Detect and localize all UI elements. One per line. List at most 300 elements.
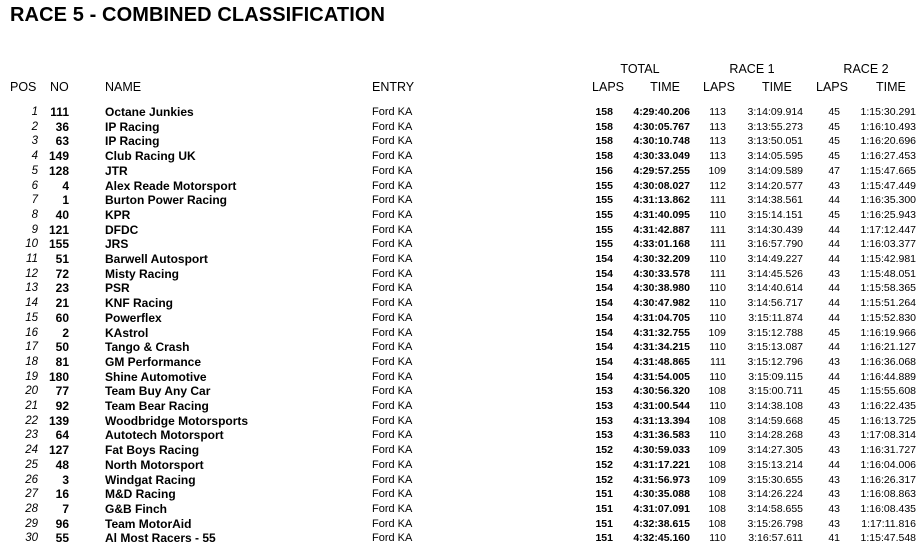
cell-entry: Ford KA xyxy=(372,488,413,501)
cell-pos: 7 xyxy=(31,194,38,207)
cell-race1-laps: 110 xyxy=(709,282,726,295)
header-race2-laps: LAPS xyxy=(816,80,848,94)
cell-race1-time: 3:14:28.268 xyxy=(747,429,803,442)
cell-race1-laps: 110 xyxy=(709,429,726,442)
cell-total-time: 4:30:08.027 xyxy=(633,179,690,192)
cell-race1-laps: 111 xyxy=(710,267,726,280)
cell-name: Tango & Crash xyxy=(105,340,190,355)
cell-race2-laps: 43 xyxy=(828,502,840,515)
header-entry: ENTRY xyxy=(372,80,415,94)
cell-no: 155 xyxy=(48,237,69,252)
cell-entry: Ford KA xyxy=(372,194,413,207)
cell-race1-laps: 108 xyxy=(708,414,726,427)
cell-total-laps: 158 xyxy=(595,135,613,148)
cell-name: M&D Racing xyxy=(105,487,176,502)
cell-race1-laps: 108 xyxy=(708,458,726,471)
cell-race1-laps: 110 xyxy=(709,297,726,310)
cell-total-time: 4:31:07.091 xyxy=(633,502,690,515)
table-row xyxy=(0,443,924,458)
cell-name: PSR xyxy=(105,281,130,296)
cell-no: 64 xyxy=(55,428,69,443)
cell-no: 81 xyxy=(55,354,69,369)
cell-race2-laps: 45 xyxy=(828,106,840,118)
cell-race2-time: 1:15:55.608 xyxy=(860,385,916,398)
cell-race2-laps: 43 xyxy=(828,179,840,192)
cell-pos: 6 xyxy=(31,179,38,192)
cell-no: 16 xyxy=(55,487,69,502)
cell-entry: Ford KA xyxy=(372,473,413,486)
cell-total-laps: 151 xyxy=(595,502,613,515)
cell-no: 96 xyxy=(55,516,69,531)
cell-total-laps: 154 xyxy=(595,326,613,339)
cell-race2-laps: 43 xyxy=(828,400,840,412)
cell-no: 23 xyxy=(55,281,69,296)
cell-total-laps: 153 xyxy=(595,385,613,398)
cell-pos: 12 xyxy=(25,267,38,280)
cell-total-laps: 153 xyxy=(595,400,613,412)
cell-race1-laps: 109 xyxy=(708,473,726,486)
cell-no: 149 xyxy=(48,149,69,164)
cell-race1-time: 3:14:45.526 xyxy=(747,267,803,280)
cell-race2-time: 1:16:22.435 xyxy=(860,400,916,412)
cell-race2-time: 1:16:20.696 xyxy=(860,135,916,148)
table-row xyxy=(0,487,924,502)
cell-total-laps: 154 xyxy=(595,355,613,368)
cell-total-time: 4:31:42.887 xyxy=(633,223,690,236)
table-row xyxy=(0,267,924,282)
cell-name: Alex Reade Motorsport xyxy=(105,178,237,193)
cell-name: Shine Automotive xyxy=(105,369,207,384)
header-race2: RACE 2 xyxy=(843,62,889,76)
cell-total-time: 4:30:56.320 xyxy=(633,385,690,398)
cell-race2-time: 1:16:26.317 xyxy=(860,473,916,486)
cell-pos: 23 xyxy=(25,429,38,442)
table-row xyxy=(0,340,924,355)
table-row xyxy=(0,399,924,414)
cell-pos: 24 xyxy=(25,444,38,457)
cell-race1-time: 3:14:30.439 xyxy=(747,223,803,236)
cell-total-time: 4:32:38.615 xyxy=(633,517,690,530)
cell-race2-laps: 45 xyxy=(828,385,840,398)
cell-race2-time: 1:16:04.006 xyxy=(860,458,916,471)
cell-no: 4 xyxy=(62,178,69,193)
cell-name: Windgat Racing xyxy=(105,472,196,487)
cell-pos: 13 xyxy=(25,282,38,295)
cell-name: North Motorsport xyxy=(105,457,204,472)
cell-race2-laps: 43 xyxy=(828,267,840,280)
cell-race1-laps: 112 xyxy=(709,179,726,192)
cell-race2-laps: 44 xyxy=(828,341,840,354)
table-row xyxy=(0,120,924,135)
cell-pos: 5 xyxy=(31,164,38,177)
cell-race2-time: 1:16:25.943 xyxy=(860,208,916,221)
cell-race1-time: 3:15:09.115 xyxy=(748,370,803,383)
cell-entry: Ford KA xyxy=(372,208,413,221)
cell-total-time: 4:30:59.033 xyxy=(633,444,690,457)
cell-pos: 27 xyxy=(25,488,38,501)
cell-race2-time: 1:15:47.548 xyxy=(860,532,916,545)
cell-pos: 11 xyxy=(26,253,38,265)
cell-race1-laps: 111 xyxy=(710,194,726,207)
table-row xyxy=(0,458,924,473)
table-row xyxy=(0,296,924,311)
header-race1-time: TIME xyxy=(762,80,792,94)
cell-race2-time: 1:16:31.727 xyxy=(860,444,916,457)
cell-race2-time: 1:15:51.264 xyxy=(860,297,916,310)
cell-no: 51 xyxy=(55,252,69,266)
cell-entry: Ford KA xyxy=(372,517,413,530)
cell-total-laps: 154 xyxy=(595,370,613,383)
table-row xyxy=(0,252,924,267)
cell-pos: 4 xyxy=(31,150,38,163)
cell-total-time: 4:31:36.583 xyxy=(633,429,690,442)
cell-pos: 25 xyxy=(25,458,38,471)
cell-name: Burton Power Racing xyxy=(105,193,228,208)
cell-pos: 9 xyxy=(31,223,38,236)
table-row xyxy=(0,517,924,532)
cell-no: 3 xyxy=(62,472,69,487)
cell-entry: Ford KA xyxy=(372,400,413,412)
header-total-laps: LAPS xyxy=(592,80,624,94)
table-row xyxy=(0,208,924,223)
cell-name: DFDC xyxy=(105,222,139,237)
cell-no: 7 xyxy=(62,501,69,516)
cell-pos: 16 xyxy=(25,326,38,339)
table-row xyxy=(0,531,924,546)
table-row xyxy=(0,281,924,296)
cell-entry: Ford KA xyxy=(372,326,413,339)
cell-total-laps: 155 xyxy=(595,238,613,251)
cell-no: 40 xyxy=(55,207,69,222)
cell-total-time: 4:31:54.005 xyxy=(633,370,690,383)
cell-race2-time: 1:17:11.816 xyxy=(861,517,916,530)
cell-race2-laps: 47 xyxy=(828,164,840,177)
cell-race1-time: 3:14:40.614 xyxy=(747,282,803,295)
cell-total-time: 4:33:01.168 xyxy=(633,238,690,251)
table-row xyxy=(0,193,924,208)
cell-race1-laps: 110 xyxy=(709,400,726,412)
cell-race2-time: 1:16:19.966 xyxy=(860,326,916,339)
cell-name: Fat Boys Racing xyxy=(105,443,200,458)
header-name: NAME xyxy=(105,80,142,94)
cell-race1-laps: 111 xyxy=(710,355,726,368)
cell-entry: Ford KA xyxy=(372,311,413,324)
cell-total-laps: 155 xyxy=(595,223,613,236)
cell-entry: Ford KA xyxy=(372,458,413,471)
cell-total-time: 4:30:33.578 xyxy=(633,267,690,280)
cell-race2-laps: 44 xyxy=(828,370,840,383)
cell-race1-time: 3:13:55.273 xyxy=(747,120,803,133)
cell-name: Club Racing UK xyxy=(105,149,196,164)
cell-race1-laps: 108 xyxy=(708,502,726,515)
cell-race1-laps: 113 xyxy=(709,135,726,148)
cell-race2-time: 1:17:12.447 xyxy=(860,223,916,236)
cell-entry: Ford KA xyxy=(372,532,413,545)
cell-entry: Ford KA xyxy=(372,282,413,295)
cell-total-time: 4:31:13.394 xyxy=(633,414,690,427)
cell-pos: 20 xyxy=(25,385,38,398)
cell-race2-time: 1:16:08.435 xyxy=(860,502,916,515)
cell-no: 48 xyxy=(55,457,69,472)
cell-race2-laps: 44 xyxy=(828,194,840,207)
cell-race2-time: 1:16:03.377 xyxy=(860,238,916,251)
cell-total-laps: 153 xyxy=(595,414,613,427)
cell-race2-laps: 44 xyxy=(828,311,840,324)
table-row xyxy=(0,326,924,341)
cell-entry: Ford KA xyxy=(372,267,413,280)
cell-race2-time: 1:16:44.889 xyxy=(860,370,916,383)
cell-total-laps: 154 xyxy=(595,311,613,324)
cell-total-time: 4:31:04.705 xyxy=(633,311,690,324)
cell-race2-laps: 45 xyxy=(828,150,840,163)
cell-pos: 15 xyxy=(25,311,38,324)
cell-entry: Ford KA xyxy=(372,238,413,251)
page-title: RACE 5 - COMBINED CLASSIFICATION xyxy=(10,4,386,26)
cell-race2-laps: 45 xyxy=(828,208,840,221)
cell-race2-time: 1:16:08.863 xyxy=(860,488,916,501)
cell-entry: Ford KA xyxy=(372,502,413,515)
cell-race1-time: 3:16:57.611 xyxy=(748,532,803,545)
cell-pos: 28 xyxy=(25,502,38,515)
cell-name: G&B Finch xyxy=(105,501,167,516)
cell-total-laps: 155 xyxy=(595,208,613,221)
table-row xyxy=(0,384,924,399)
cell-race2-time: 1:17:08.314 xyxy=(860,429,916,442)
cell-entry: Ford KA xyxy=(372,135,413,148)
cell-pos: 30 xyxy=(25,532,38,545)
cell-race1-laps: 108 xyxy=(708,385,726,398)
cell-total-time: 4:30:05.767 xyxy=(633,120,690,133)
header-total: TOTAL xyxy=(620,62,660,76)
table-row xyxy=(0,105,924,120)
header-race1: RACE 1 xyxy=(729,62,775,76)
cell-name: IP Racing xyxy=(105,134,160,149)
cell-race1-time: 3:15:30.655 xyxy=(747,473,803,486)
cell-total-time: 4:31:40.095 xyxy=(633,208,690,221)
cell-total-time: 4:30:35.088 xyxy=(633,488,690,501)
cell-total-time: 4:31:34.215 xyxy=(633,341,690,354)
cell-entry: Ford KA xyxy=(372,150,413,163)
cell-race1-laps: 111 xyxy=(710,223,726,236)
cell-pos: 1 xyxy=(31,106,38,118)
cell-race2-laps: 45 xyxy=(828,120,840,133)
table-row xyxy=(0,355,924,370)
cell-race2-laps: 45 xyxy=(828,414,840,427)
cell-total-laps: 151 xyxy=(595,517,613,530)
cell-name: Autotech Motorsport xyxy=(105,428,224,443)
cell-no: 139 xyxy=(48,413,69,428)
cell-race1-laps: 113 xyxy=(709,106,726,118)
cell-entry: Ford KA xyxy=(372,164,413,177)
cell-entry: Ford KA xyxy=(372,297,413,310)
cell-total-time: 4:31:17.221 xyxy=(633,458,690,471)
cell-race2-time: 1:15:48.051 xyxy=(860,267,916,280)
cell-race1-time: 3:14:59.668 xyxy=(747,414,803,427)
cell-race1-laps: 110 xyxy=(709,341,726,354)
cell-name: Team Bear Racing xyxy=(105,399,209,413)
cell-name: Al Most Racers - 55 xyxy=(105,531,216,546)
cell-entry: Ford KA xyxy=(372,223,413,236)
cell-race2-laps: 43 xyxy=(828,355,840,368)
cell-race1-laps: 110 xyxy=(709,253,726,265)
cell-no: 21 xyxy=(55,296,69,311)
cell-total-laps: 152 xyxy=(595,473,613,486)
cell-total-laps: 152 xyxy=(595,458,613,471)
cell-total-laps: 158 xyxy=(595,120,613,133)
cell-race2-laps: 43 xyxy=(828,517,840,530)
cell-race1-laps: 109 xyxy=(708,444,726,457)
header-race1-laps: LAPS xyxy=(703,80,735,94)
cell-no: 63 xyxy=(55,134,69,149)
cell-race1-time: 3:15:00.711 xyxy=(748,385,803,398)
cell-name: Octane Junkies xyxy=(105,105,194,119)
cell-total-time: 4:31:13.862 xyxy=(633,194,690,207)
cell-no: 121 xyxy=(48,222,69,237)
cell-name: Woodbridge Motorsports xyxy=(105,413,249,428)
header-race2-time: TIME xyxy=(876,80,906,94)
cell-pos: 18 xyxy=(25,355,38,368)
cell-race2-time: 1:16:13.725 xyxy=(860,414,916,427)
cell-race2-laps: 43 xyxy=(828,429,840,442)
cell-no: 111 xyxy=(50,105,69,119)
cell-race2-laps: 41 xyxy=(828,532,840,545)
cell-name: Barwell Autosport xyxy=(105,252,208,266)
cell-total-time: 4:30:33.049 xyxy=(633,150,690,163)
cell-race2-laps: 44 xyxy=(828,238,840,251)
cell-total-laps: 153 xyxy=(595,429,613,442)
cell-total-laps: 154 xyxy=(595,282,613,295)
cell-name: Misty Racing xyxy=(105,266,180,281)
cell-race1-laps: 109 xyxy=(708,164,726,177)
cell-no: 50 xyxy=(55,340,69,355)
cell-no: 72 xyxy=(55,266,69,281)
cell-pos: 2 xyxy=(31,120,38,133)
cell-entry: Ford KA xyxy=(372,355,413,368)
cell-name: Team Buy Any Car xyxy=(105,384,211,399)
cell-no: 2 xyxy=(62,325,69,340)
cell-race1-laps: 108 xyxy=(708,517,726,530)
cell-total-time: 4:31:00.544 xyxy=(633,400,690,412)
cell-race1-time: 3:15:13.087 xyxy=(747,341,803,354)
cell-race1-laps: 110 xyxy=(709,532,726,545)
cell-race2-time: 1:15:47.449 xyxy=(860,179,916,192)
cell-total-laps: 154 xyxy=(595,253,613,265)
cell-race1-time: 3:14:56.717 xyxy=(747,297,803,310)
cell-entry: Ford KA xyxy=(372,179,413,192)
cell-race1-time: 3:15:13.214 xyxy=(747,458,803,471)
cell-no: 60 xyxy=(55,310,69,325)
cell-race1-time: 3:14:58.655 xyxy=(747,502,803,515)
cell-race1-time: 3:14:09.914 xyxy=(747,106,803,118)
cell-race2-laps: 44 xyxy=(828,458,840,471)
cell-race2-laps: 44 xyxy=(828,297,840,310)
cell-race1-laps: 113 xyxy=(709,120,726,133)
cell-name: KNF Racing xyxy=(105,296,174,311)
cell-race2-time: 1:15:42.981 xyxy=(860,253,916,265)
cell-entry: Ford KA xyxy=(372,120,413,133)
header-pos: POS xyxy=(10,80,37,94)
cell-race1-time: 3:15:11.874 xyxy=(748,311,803,324)
cell-race2-time: 1:16:36.068 xyxy=(860,355,916,368)
cell-race2-time: 1:16:35.300 xyxy=(860,194,916,207)
cell-race1-laps: 111 xyxy=(710,238,726,251)
cell-race1-laps: 110 xyxy=(709,208,726,221)
cell-name: JTR xyxy=(105,163,128,178)
cell-no: 127 xyxy=(48,443,69,458)
cell-race1-time: 3:13:50.051 xyxy=(747,135,803,148)
table-row xyxy=(0,370,924,385)
table-row xyxy=(0,414,924,429)
cell-pos: 21 xyxy=(25,400,38,412)
cell-pos: 3 xyxy=(31,135,38,148)
cell-no: 180 xyxy=(48,369,69,384)
cell-no: 36 xyxy=(55,119,69,134)
cell-race1-laps: 113 xyxy=(709,150,726,163)
cell-total-time: 4:30:38.980 xyxy=(633,282,690,295)
cell-race2-time: 1:15:47.665 xyxy=(860,164,916,177)
cell-name: GM Performance xyxy=(105,354,202,369)
table-row xyxy=(0,237,924,252)
cell-name: JRS xyxy=(105,237,129,252)
cell-total-laps: 158 xyxy=(595,150,613,163)
cell-entry: Ford KA xyxy=(372,414,413,427)
table-row xyxy=(0,164,924,179)
cell-name: Team MotorAid xyxy=(105,516,192,531)
cell-race2-laps: 43 xyxy=(828,488,840,501)
cell-total-laps: 155 xyxy=(595,179,613,192)
cell-name: KPR xyxy=(105,207,131,222)
cell-name: Powerflex xyxy=(105,310,162,325)
cell-total-time: 4:30:32.209 xyxy=(633,253,690,265)
cell-race1-laps: 110 xyxy=(709,370,726,383)
cell-entry: Ford KA xyxy=(372,444,413,457)
table-row xyxy=(0,134,924,149)
cell-race1-time: 3:16:57.790 xyxy=(747,238,803,251)
cell-total-time: 4:30:10.748 xyxy=(633,135,690,148)
cell-race2-laps: 44 xyxy=(828,282,840,295)
cell-pos: 14 xyxy=(25,297,38,310)
table-row xyxy=(0,502,924,517)
table-row xyxy=(0,428,924,443)
cell-race1-time: 3:15:12.796 xyxy=(747,355,803,368)
cell-race1-time: 3:14:27.305 xyxy=(747,444,803,457)
cell-pos: 29 xyxy=(25,517,38,530)
table-row xyxy=(0,223,924,238)
cell-pos: 26 xyxy=(25,473,38,486)
cell-race1-time: 3:15:12.788 xyxy=(747,326,803,339)
cell-race2-laps: 43 xyxy=(828,444,840,457)
cell-total-laps: 152 xyxy=(595,444,613,457)
cell-total-time: 4:31:48.865 xyxy=(633,355,690,368)
cell-race1-time: 3:14:49.227 xyxy=(747,253,803,265)
cell-race1-time: 3:14:20.577 xyxy=(747,179,803,192)
header-no: NO xyxy=(50,80,69,94)
cell-name: IP Racing xyxy=(105,119,160,134)
header-total-time: TIME xyxy=(650,80,680,94)
cell-total-time: 4:29:40.206 xyxy=(633,106,690,118)
cell-total-laps: 156 xyxy=(595,164,613,177)
cell-race1-time: 3:14:38.108 xyxy=(747,400,803,412)
cell-no: 92 xyxy=(55,399,69,413)
table-row xyxy=(0,149,924,164)
cell-total-time: 4:29:57.255 xyxy=(633,164,690,177)
cell-total-laps: 154 xyxy=(595,297,613,310)
cell-entry: Ford KA xyxy=(372,429,413,442)
cell-total-laps: 151 xyxy=(595,488,613,501)
cell-entry: Ford KA xyxy=(372,341,413,354)
table-row xyxy=(0,473,924,488)
cell-race2-laps: 43 xyxy=(828,473,840,486)
